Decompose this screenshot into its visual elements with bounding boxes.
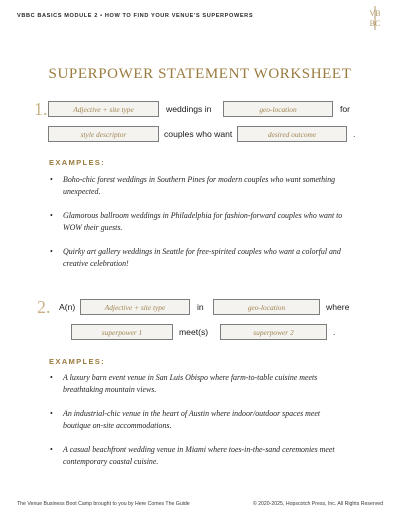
geo-location-field-1[interactable]: geo-location <box>223 101 333 117</box>
statement-1-period: . <box>353 129 356 139</box>
examples-list-1 <box>49 174 349 282</box>
statement-2-text-meets: meet(s) <box>179 327 209 337</box>
footer-right: © 2020-2025, Hopscotch Press, Inc. All Rights Reserved <box>252 501 383 507</box>
superpower-1-field[interactable]: superpower 1 <box>71 324 173 340</box>
desired-outcome-field[interactable]: desired outcome <box>237 126 347 142</box>
style-descriptor-field[interactable]: style descriptor <box>48 126 159 142</box>
statement-1-text-couples-who-want: couples who want <box>164 129 233 139</box>
adjective-site-type-field-2[interactable]: Adjective + site type <box>80 299 190 315</box>
module-breadcrumb: VBBC BASICS MODULE 2 • HOW TO FIND YOUR VENUE'S SUPERPOWERS <box>17 13 254 19</box>
bullet-icon: • <box>50 409 53 418</box>
example-item: • A casual beachfront wedding venue in Miami where toes-in-the-sand ceremonies meet contemporary coastal cuisine. <box>50 445 335 466</box>
examples-list-2 <box>49 372 349 480</box>
geo-location-field-2[interactable]: geo-location <box>213 299 320 315</box>
bullet-icon: • <box>50 247 53 256</box>
section-2-number: 2. <box>37 297 51 317</box>
bullet-icon: • <box>50 445 53 454</box>
examples-label-2: EXAMPLES: <box>49 357 106 366</box>
adjective-site-type-field-1[interactable]: Adjective + site type <box>48 101 159 117</box>
statement-2-text-where: where <box>326 302 350 312</box>
vbbc-logo <box>364 6 386 30</box>
page-title: SUPERPOWER STATEMENT WORKSHEET <box>48 66 352 82</box>
svg-text:VB: VB <box>369 9 381 18</box>
example-item: • Boho-chic forest weddings in Southern Pines for modern couples who want something unexpected. <box>50 175 336 196</box>
statement-2-text-in: in <box>197 302 204 312</box>
footer-left: The Venue Business Boot Camp brought to you by Here Comes The Guide <box>17 501 190 507</box>
examples-label-1: EXAMPLES: <box>49 158 106 167</box>
statement-2-text-a-n: A(n) <box>59 302 76 312</box>
section-1-number: 1. <box>34 99 48 119</box>
example-item: • Glamorous ballroom weddings in Philadelphia for fashion-forward couples who want to WOW their guests. <box>50 211 343 232</box>
statement-1-text-for: for <box>340 104 351 114</box>
superpower-2-field[interactable]: superpower 2 <box>220 324 327 340</box>
statement-1-text-weddings-in: weddings in <box>166 104 212 114</box>
example-item: • A luxury barn event venue in San Luis Obispo where farm-to-table cuisine meets breathtaking mountain views. <box>50 373 318 394</box>
statement-2-period: . <box>333 327 336 337</box>
bullet-icon: • <box>50 211 53 220</box>
example-item: • An industrial-chic venue in the heart of Austin where indoor/outdoor spaces meet boutique on-site accommodations. <box>50 409 321 430</box>
bullet-icon: • <box>50 175 53 184</box>
svg-text:BC: BC <box>369 19 381 28</box>
bullet-icon: • <box>50 373 53 382</box>
example-item: • Quirky art gallery weddings in Seattle for free-spirited couples who want a colorful and creative celebration! <box>50 247 341 268</box>
